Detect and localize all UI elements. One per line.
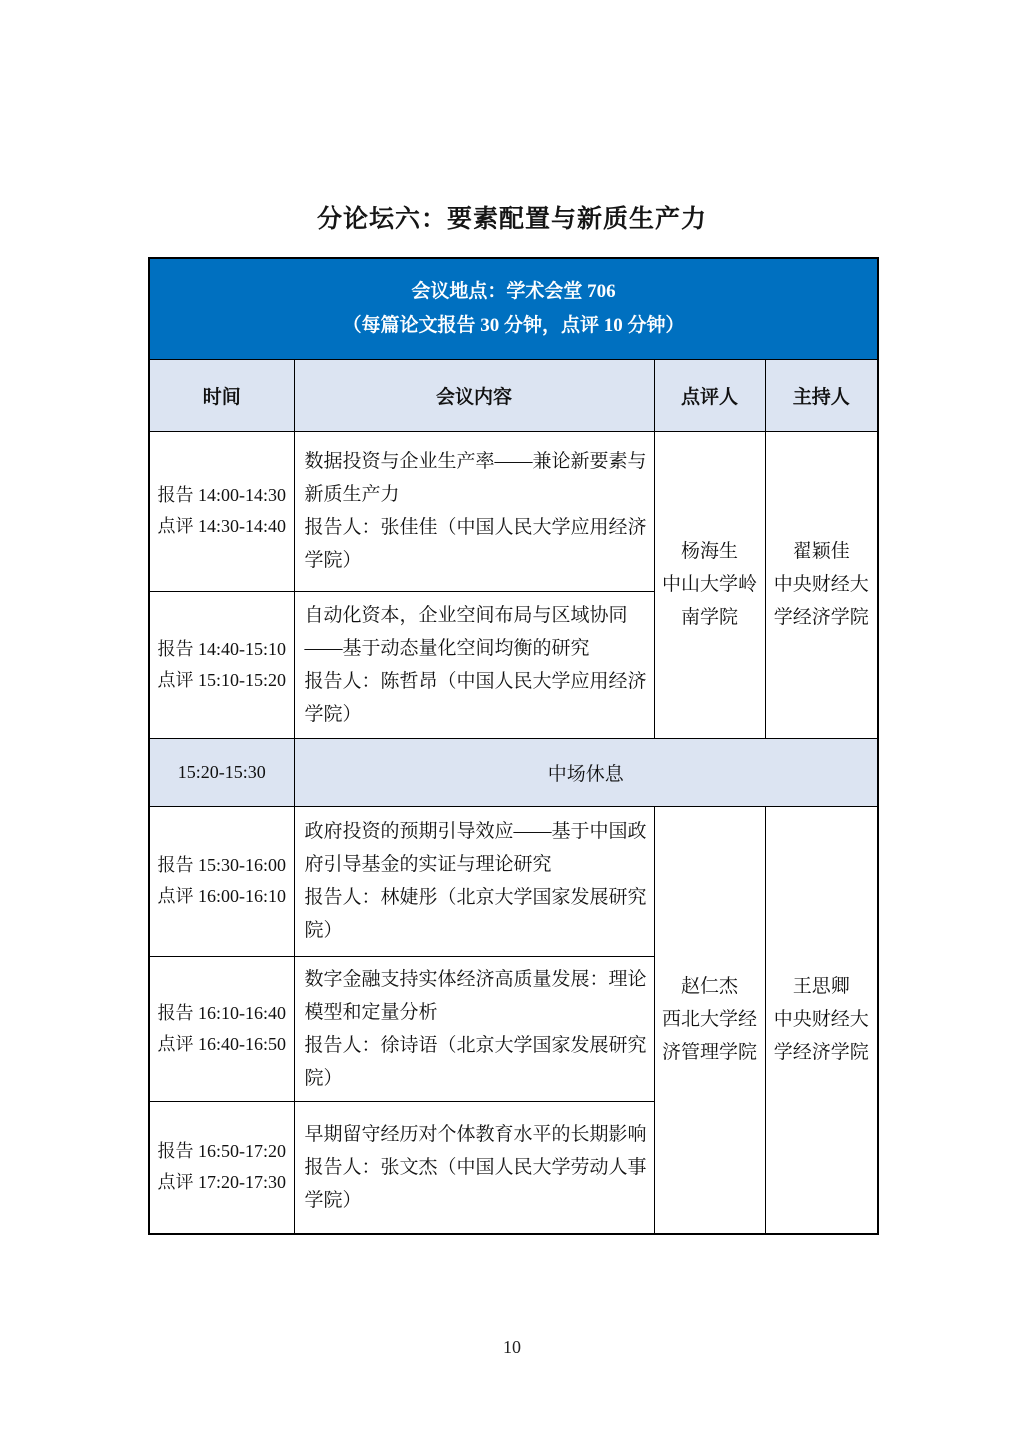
commenter-cell xyxy=(654,431,765,738)
report-time: 报告 16:50-17:20 xyxy=(157,1141,286,1162)
col-header-commenter: 点评人 xyxy=(654,359,765,431)
paper-title: 数据投资与企业生产率——兼论新要素与新质生产力 xyxy=(304,451,647,505)
session-content-cell xyxy=(294,806,654,956)
col-header-content: 会议内容 xyxy=(294,359,654,431)
presenter-line: 报告人：陈哲昂（中国人民大学应用经济学院） xyxy=(304,670,647,725)
session-content-cell xyxy=(294,431,654,591)
paper-title: 数字金融支持实体经济高质量发展：理论模型和定量分析 xyxy=(304,968,647,1023)
location-text: 会议地点：学术会堂 706 xyxy=(411,280,616,302)
break-row xyxy=(149,738,878,806)
session-schedule-table xyxy=(148,257,879,1235)
commenter-affiliation: 西北大学经济管理学院 xyxy=(661,1009,757,1064)
session-time-cell xyxy=(149,806,294,956)
location-banner xyxy=(149,258,878,359)
chair-name: 王思卿 xyxy=(792,976,850,998)
presenter-line: 报告人：林婕彤（北京大学国家发展研究院） xyxy=(304,887,647,941)
column-header-row xyxy=(149,359,878,431)
session-row xyxy=(149,431,878,591)
presenter-line: 报告人：张文杰（中国人民大学劳动人事学院） xyxy=(304,1156,647,1211)
report-time: 报告 15:30-16:00 xyxy=(157,855,286,875)
report-time: 报告 14:00-14:30 xyxy=(157,485,286,505)
paper-title: 早期留守经历对个体教育水平的长期影响 xyxy=(304,1123,647,1145)
report-time: 报告 16:10-16:40 xyxy=(157,1002,286,1023)
session-content-cell xyxy=(294,591,654,738)
commenter-affiliation: 中山大学岭南学院 xyxy=(661,574,757,628)
session-content-cell xyxy=(294,956,654,1101)
commenter-name: 杨海生 xyxy=(680,541,738,562)
session-row xyxy=(149,806,878,956)
commenter-name: 赵仁杰 xyxy=(680,976,738,998)
col-header-chair: 主持人 xyxy=(765,359,878,431)
comment-time: 点评 16:40-16:50 xyxy=(157,1033,286,1054)
chair-cell xyxy=(765,431,878,738)
presenter-line: 报告人：徐诗语（北京大学国家发展研究院） xyxy=(304,1034,647,1089)
comment-time: 点评 16:00-16:10 xyxy=(157,886,286,906)
chair-name: 翟颖佳 xyxy=(792,541,850,562)
location-banner-row xyxy=(149,258,878,359)
comment-time: 点评 15:10-15:20 xyxy=(157,669,286,690)
session-time-cell xyxy=(149,1101,294,1234)
paper-title: 政府投资的预期引导效应——基于中国政府引导基金的实证与理论研究 xyxy=(304,821,647,875)
paper-title: 自动化资本，企业空间布局与区域协同——基于动态量化空间均衡的研究 xyxy=(304,604,628,659)
col-header-time: 时间 xyxy=(149,359,294,431)
duration-note: （每篇论文报告 30 分钟，点评 10 分钟） xyxy=(342,314,685,336)
chair-affiliation: 中央财经大学经济学院 xyxy=(773,1009,869,1064)
page-title: 分论坛六：要素配置与新质生产力 xyxy=(316,205,707,233)
commenter-cell xyxy=(654,806,765,1234)
break-label-cell: 中场休息 xyxy=(294,738,878,806)
presenter-line: 报告人：张佳佳（中国人民大学应用经济学院） xyxy=(304,517,647,571)
session-time-cell xyxy=(149,591,294,738)
break-time-cell: 15:20-15:30 xyxy=(149,738,294,806)
session-time-cell xyxy=(149,431,294,591)
report-time: 报告 14:40-15:10 xyxy=(157,638,286,659)
comment-time: 点评 14:30-14:40 xyxy=(157,516,286,536)
comment-time: 点评 17:20-17:30 xyxy=(157,1172,286,1193)
chair-affiliation: 中央财经大学经济学院 xyxy=(773,574,869,628)
page-number: 10 xyxy=(503,1337,521,1357)
chair-cell xyxy=(765,806,878,1234)
session-time-cell xyxy=(149,956,294,1101)
session-content-cell xyxy=(294,1101,654,1234)
